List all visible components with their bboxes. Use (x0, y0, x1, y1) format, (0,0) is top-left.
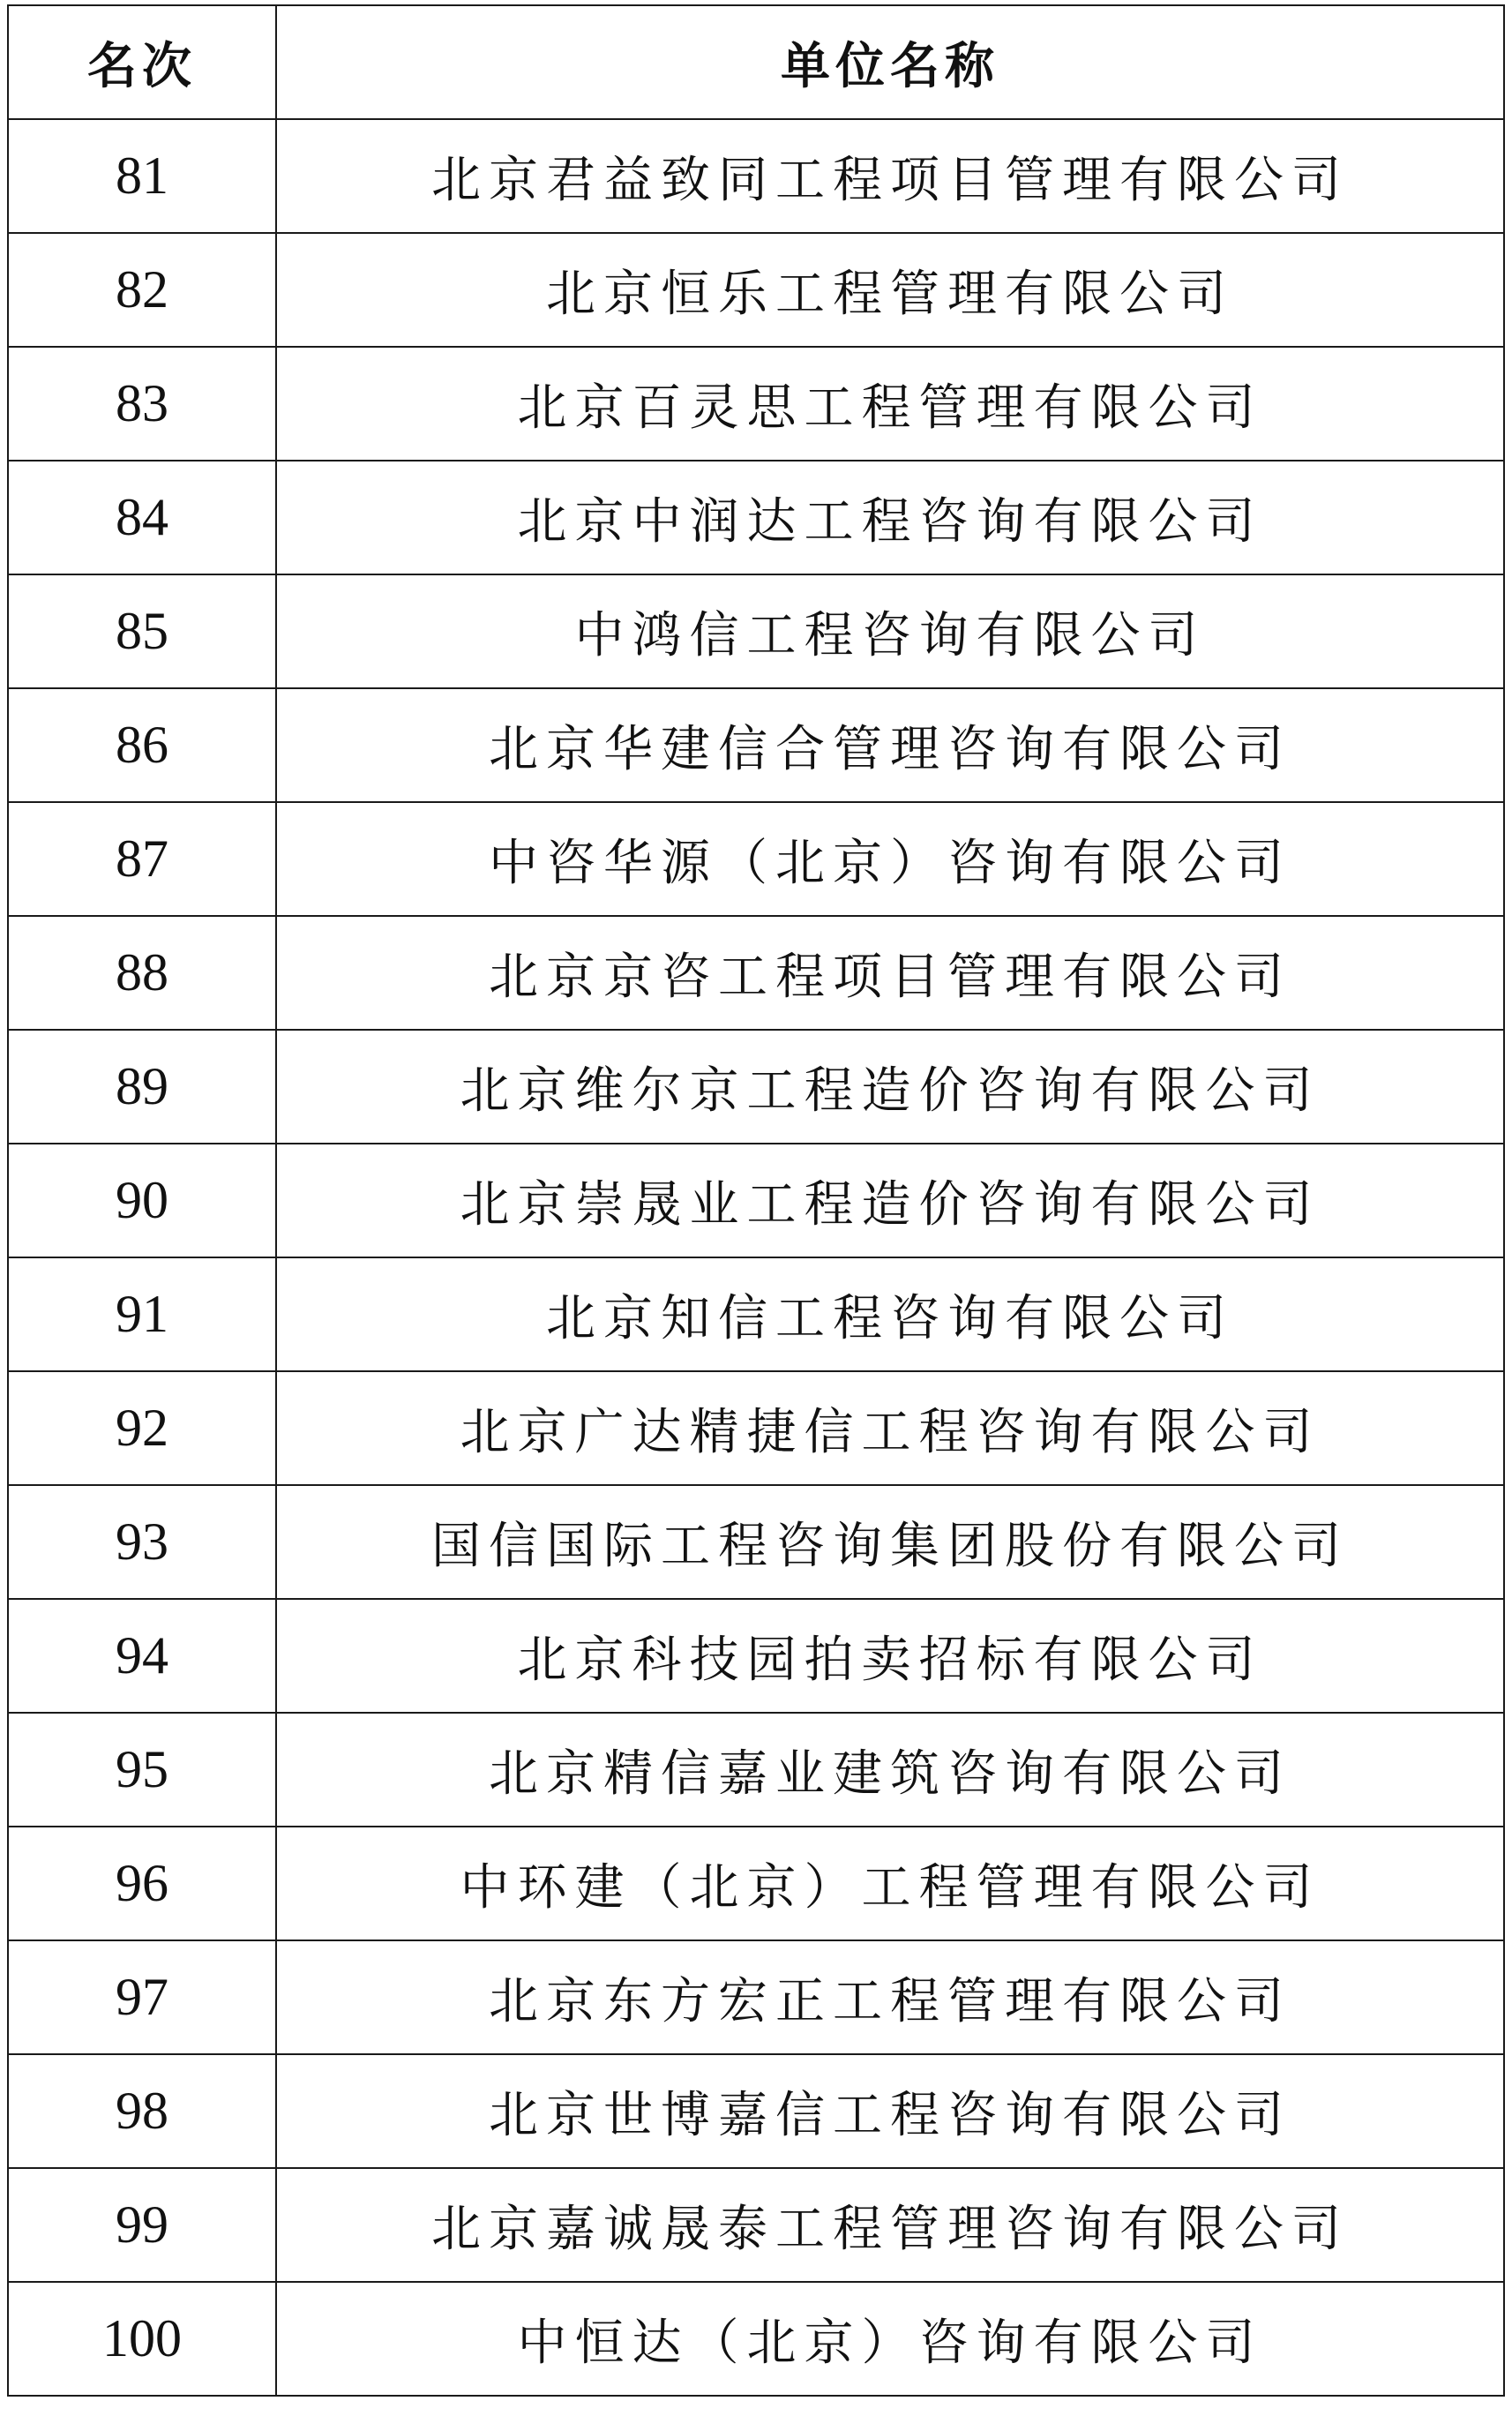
rank-cell: 81 (8, 119, 276, 233)
rank-cell: 98 (8, 2054, 276, 2168)
rank-cell: 84 (8, 461, 276, 574)
name-cell: 北京科技园拍卖招标有限公司 (276, 1599, 1504, 1713)
table-row (8, 574, 1504, 688)
table-row (8, 1827, 1504, 1940)
name-cell: 中咨华源（北京）咨询有限公司 (276, 802, 1504, 916)
table-row (8, 1485, 1504, 1599)
table-row (8, 461, 1504, 574)
table-header (8, 5, 1504, 119)
name-cell: 北京知信工程咨询有限公司 (276, 1257, 1504, 1371)
rank-cell: 93 (8, 1485, 276, 1599)
rank-cell: 91 (8, 1257, 276, 1371)
rank-cell: 83 (8, 347, 276, 461)
rank-cell: 92 (8, 1371, 276, 1485)
table-row (8, 2168, 1504, 2282)
rank-cell: 90 (8, 1144, 276, 1257)
name-cell: 北京京咨工程项目管理有限公司 (276, 916, 1504, 1030)
table-row (8, 2054, 1504, 2168)
name-cell: 北京华建信合管理咨询有限公司 (276, 688, 1504, 802)
rank-cell: 88 (8, 916, 276, 1030)
header-row (8, 5, 1504, 119)
name-cell: 北京嘉诚晟泰工程管理咨询有限公司 (276, 2168, 1504, 2282)
rank-cell: 96 (8, 1827, 276, 1940)
table-row (8, 1030, 1504, 1144)
ranking-table (7, 4, 1505, 2397)
rank-cell: 82 (8, 233, 276, 347)
rank-cell: 89 (8, 1030, 276, 1144)
table-row (8, 916, 1504, 1030)
name-cell: 北京世博嘉信工程咨询有限公司 (276, 2054, 1504, 2168)
name-cell: 北京维尔京工程造价咨询有限公司 (276, 1030, 1504, 1144)
name-cell: 北京东方宏正工程管理有限公司 (276, 1940, 1504, 2054)
rank-cell: 100 (8, 2282, 276, 2396)
header-rank: 名次 (8, 5, 276, 119)
name-cell: 国信国际工程咨询集团股份有限公司 (276, 1485, 1504, 1599)
table-row (8, 1940, 1504, 2054)
rank-cell: 94 (8, 1599, 276, 1713)
table-row (8, 1599, 1504, 1713)
name-cell: 北京广达精捷信工程咨询有限公司 (276, 1371, 1504, 1485)
table-row (8, 802, 1504, 916)
table-row (8, 1371, 1504, 1485)
table-row (8, 347, 1504, 461)
rank-cell: 85 (8, 574, 276, 688)
name-cell: 中鸿信工程咨询有限公司 (276, 574, 1504, 688)
name-cell: 北京恒乐工程管理有限公司 (276, 233, 1504, 347)
table-row (8, 1713, 1504, 1827)
table-row (8, 119, 1504, 233)
name-cell: 中恒达（北京）咨询有限公司 (276, 2282, 1504, 2396)
table-row (8, 688, 1504, 802)
table-row (8, 1144, 1504, 1257)
rank-cell: 86 (8, 688, 276, 802)
rank-cell: 99 (8, 2168, 276, 2282)
table-row (8, 2282, 1504, 2396)
table-row (8, 233, 1504, 347)
name-cell: 北京崇晟业工程造价咨询有限公司 (276, 1144, 1504, 1257)
header-name: 单位名称 (276, 5, 1504, 119)
name-cell: 北京百灵思工程管理有限公司 (276, 347, 1504, 461)
name-cell: 中环建（北京）工程管理有限公司 (276, 1827, 1504, 1940)
table-row (8, 1257, 1504, 1371)
table-body (8, 119, 1504, 2396)
name-cell: 北京精信嘉业建筑咨询有限公司 (276, 1713, 1504, 1827)
rank-cell: 97 (8, 1940, 276, 2054)
rank-cell: 87 (8, 802, 276, 916)
name-cell: 北京君益致同工程项目管理有限公司 (276, 119, 1504, 233)
rank-cell: 95 (8, 1713, 276, 1827)
name-cell: 北京中润达工程咨询有限公司 (276, 461, 1504, 574)
